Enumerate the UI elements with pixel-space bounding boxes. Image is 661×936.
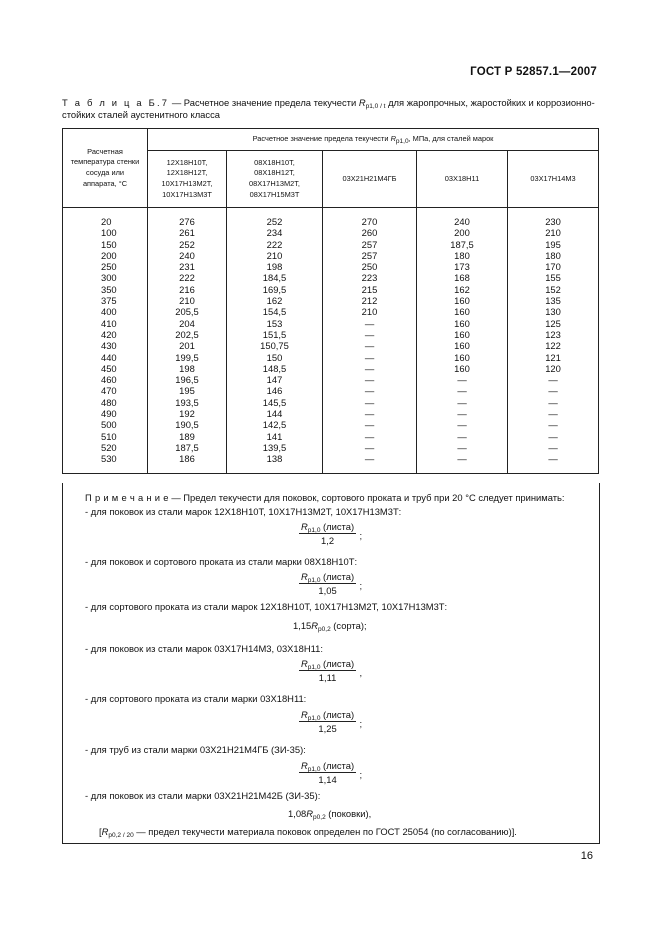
- table-cell: 162: [417, 284, 508, 295]
- table-cell: —: [508, 385, 599, 396]
- table-cell: —: [417, 419, 508, 430]
- table-cell: 460: [63, 374, 148, 385]
- table-cell: 196,5: [148, 374, 227, 385]
- table-cell: 138: [227, 453, 323, 464]
- table-cell: 160: [417, 352, 508, 363]
- table-cell: 184,5: [227, 272, 323, 283]
- table-cell: —: [508, 442, 599, 453]
- table-row: [63, 397, 599, 408]
- table-cell: 440: [63, 352, 148, 363]
- table-cell: —: [323, 408, 417, 419]
- table-row: [63, 329, 599, 340]
- table-cell: 173: [417, 261, 508, 272]
- page-number: 16: [580, 850, 593, 862]
- col-header-steel-1: 12Х18Н10Т, 12Х18Н12Т, 10Х17Н13М2Т, 10Х17Н13М3Т: [148, 151, 227, 208]
- table-row: [63, 363, 599, 374]
- col-header-steel-3: 03Х21Н21М4ГБ: [323, 151, 417, 208]
- table-row: [63, 306, 599, 317]
- table-row: [63, 284, 599, 295]
- col-header-steel-4: 03Х18Н11: [417, 151, 508, 208]
- table-row: [63, 419, 599, 430]
- table-cell: 199,5: [148, 352, 227, 363]
- table-cell: 180: [508, 250, 599, 261]
- table-cell: —: [323, 318, 417, 329]
- col-group-header: Расчетное значение предела текучести $R_{p1,0}$, МПа, для сталей марок: [148, 129, 599, 151]
- expression-7: $1,08R_{p0,2}$ (поковки),: [288, 808, 372, 821]
- table-cell: 20: [63, 216, 148, 227]
- table-cell: 135: [508, 295, 599, 306]
- table-cell: 122: [508, 340, 599, 351]
- table-cell: 170: [508, 261, 599, 272]
- table-row: [63, 261, 599, 272]
- table-cell: 168: [417, 272, 508, 283]
- table-cell: 195: [508, 239, 599, 250]
- table-cell: 130: [508, 306, 599, 317]
- formula-6: $R_{p1,0}$ (листа) 1,14 ;: [301, 760, 363, 785]
- table-cell: 152: [508, 284, 599, 295]
- caption-symbol-sub: p1,0 / t: [365, 103, 386, 110]
- table-cell: 193,5: [148, 397, 227, 408]
- table-cell: 146: [227, 385, 323, 396]
- table-row: [63, 216, 599, 227]
- table-cell: 121: [508, 352, 599, 363]
- table-cell: 154,5: [227, 306, 323, 317]
- note-item-1: - для поковок из стали марок 12Х18Н10Т, 10Х17Н13М2Т, 10Х17Н13М3Т:: [85, 506, 402, 517]
- expression-3: $1,15R_{p0,2}$ (сорта);: [293, 620, 367, 633]
- col-header-steel-5: 03Х17Н14М3: [508, 151, 599, 208]
- table-cell: 300: [63, 272, 148, 283]
- note-item-3: - для сортового проката из стали марок 12Х18Н10Т, 10Х17Н13М2Т, 10Х17Н13М3Т:: [85, 601, 448, 612]
- table-cell: 450: [63, 363, 148, 374]
- table-cell: —: [323, 363, 417, 374]
- table-cell: —: [323, 419, 417, 430]
- table-cell: 210: [323, 306, 417, 317]
- table-cell: 530: [63, 453, 148, 464]
- table-cell: 142,5: [227, 419, 323, 430]
- table-cell: 195: [148, 385, 227, 396]
- table-cell: 252: [227, 216, 323, 227]
- table-cell: —: [417, 397, 508, 408]
- table-cell: 270: [323, 216, 417, 227]
- table-cell: 187,5: [148, 442, 227, 453]
- table-row: [63, 318, 599, 329]
- note-closing: [$R_{p0,2 / 20}$ — предел текучести материала поковок определен по ГОСТ 25054 (по согласованию)].: [99, 826, 517, 839]
- table-caption: [62, 97, 607, 121]
- formula-2: $R_{p1,0}$ (листа) 1,05 ;: [301, 571, 363, 596]
- table-cell: 510: [63, 431, 148, 442]
- formula-4: $R_{p1,0}$ (листа) 1,11 ,: [301, 658, 363, 683]
- table-cell: 160: [417, 329, 508, 340]
- table-cell: 204: [148, 318, 227, 329]
- table-cell: 153: [227, 318, 323, 329]
- table-cell: 260: [323, 227, 417, 238]
- table-cell: 216: [148, 284, 227, 295]
- table-cell: —: [323, 340, 417, 351]
- table-cell: 160: [417, 363, 508, 374]
- table-cell: 145,5: [227, 397, 323, 408]
- table-cell: 350: [63, 284, 148, 295]
- table-row: [63, 340, 599, 351]
- table-cell: 125: [508, 318, 599, 329]
- table-row: [63, 227, 599, 238]
- table-cell: 151,5: [227, 329, 323, 340]
- table-row: [63, 442, 599, 453]
- table-cell: 160: [417, 340, 508, 351]
- table-cell: 169,5: [227, 284, 323, 295]
- table-row: [63, 352, 599, 363]
- table-cell: —: [417, 408, 508, 419]
- table-cell: 141: [227, 431, 323, 442]
- table-cell: 139,5: [227, 442, 323, 453]
- table-cell: 410: [63, 318, 148, 329]
- table-cell: —: [417, 374, 508, 385]
- table-row: [63, 453, 599, 464]
- caption-symbol: R: [358, 97, 366, 108]
- note-item-2: - для поковок и сортового проката из стали марки 08Х18Н10Т:: [85, 556, 358, 567]
- table-cell: 144: [227, 408, 323, 419]
- table-cell: 210: [227, 250, 323, 261]
- table-cell: —: [508, 453, 599, 464]
- table-cell: 201: [148, 340, 227, 351]
- table-cell: —: [508, 419, 599, 430]
- table-cell: 375: [63, 295, 148, 306]
- table-cell: —: [323, 329, 417, 340]
- table-cell: 250: [63, 261, 148, 272]
- table-row: [63, 250, 599, 261]
- table-cell: 150,75: [227, 340, 323, 351]
- table-cell: 257: [323, 250, 417, 261]
- table-cell: 160: [417, 295, 508, 306]
- yield-strength-table: [62, 128, 599, 474]
- table-cell: 223: [323, 272, 417, 283]
- table-cell: 190,5: [148, 419, 227, 430]
- table-cell: 186: [148, 453, 227, 464]
- col-header-steel-2: 08Х18Н10Т, 08Х18Н12Т, 08Х17Н13М2Т, 08Х17Н15М3Т: [227, 151, 323, 208]
- table-cell: —: [417, 453, 508, 464]
- table-cell: 160: [417, 306, 508, 317]
- table-cell: 210: [508, 227, 599, 238]
- table-cell: 252: [148, 239, 227, 250]
- table-cell: —: [323, 453, 417, 464]
- table-cell: 202,5: [148, 329, 227, 340]
- table-cell: 470: [63, 385, 148, 396]
- table-cell: 123: [508, 329, 599, 340]
- table-cell: 155: [508, 272, 599, 283]
- table-cell: 400: [63, 306, 148, 317]
- table-cell: 100: [63, 227, 148, 238]
- table-cell: 180: [417, 250, 508, 261]
- formula-1: $R_{p1,0}$ (листа) 1,2 ;: [301, 521, 363, 546]
- table-cell: 150: [227, 352, 323, 363]
- table-row: [63, 272, 599, 283]
- col-header-temperature: Расчетная температура стенки сосуда или аппарата, °С: [63, 129, 148, 208]
- table-cell: 150: [63, 239, 148, 250]
- table-cell: 120: [508, 363, 599, 374]
- table-cell: —: [508, 431, 599, 442]
- table-cell: 500: [63, 419, 148, 430]
- table-cell: 490: [63, 408, 148, 419]
- table-cell: 215: [323, 284, 417, 295]
- table-cell: 200: [63, 250, 148, 261]
- table-cell: 212: [323, 295, 417, 306]
- table-cell: —: [323, 352, 417, 363]
- table-row: [63, 385, 599, 396]
- table-cell: 231: [148, 261, 227, 272]
- table-cell: —: [323, 431, 417, 442]
- table-cell: 240: [148, 250, 227, 261]
- note-item-4: - для поковок из стали марок 03Х17Н14М3, 03Х18Н11:: [85, 643, 323, 654]
- table-cell: 222: [148, 272, 227, 283]
- table-cell: 198: [227, 261, 323, 272]
- table-cell: —: [508, 408, 599, 419]
- table-cell: 198: [148, 363, 227, 374]
- note-item-5: - для сортового проката из стали марки 03Х18Н11:: [85, 693, 307, 704]
- table-cell: 240: [417, 216, 508, 227]
- table-cell: 162: [227, 295, 323, 306]
- table-cell: 147: [227, 374, 323, 385]
- table-cell: 160: [417, 318, 508, 329]
- note-item-6: - для труб из стали марки 03Х21Н21М4ГБ (ЗИ-35):: [85, 744, 306, 755]
- caption-text-rest: для жаропрочных, жаростойких и коррозионно-: [385, 97, 595, 108]
- table-cell: —: [417, 385, 508, 396]
- table-cell: —: [508, 374, 599, 385]
- table-cell: —: [323, 442, 417, 453]
- table-cell: 261: [148, 227, 227, 238]
- table-cell: 420: [63, 329, 148, 340]
- table-cell: —: [508, 397, 599, 408]
- table-row: [63, 239, 599, 250]
- spacer-row: [63, 208, 599, 217]
- caption-text: — Расчетное значение предела текучести: [169, 97, 359, 108]
- table-row: [63, 431, 599, 442]
- note-block: [62, 483, 600, 844]
- table-cell: —: [417, 442, 508, 453]
- table-cell: 210: [148, 295, 227, 306]
- table-cell: 192: [148, 408, 227, 419]
- spacer-row: [63, 465, 599, 474]
- table-cell: 205,5: [148, 306, 227, 317]
- caption-line-2: стойких сталей аустенитного класса: [62, 109, 220, 120]
- note-intro: П р и м е ч а н и е — Предел текучести для поковок, сортового проката и труб при 20 °С следует принимать:: [85, 492, 565, 503]
- table-cell: 189: [148, 431, 227, 442]
- table-cell: 480: [63, 397, 148, 408]
- table-cell: —: [417, 431, 508, 442]
- table-cell: 200: [417, 227, 508, 238]
- table-row: [63, 408, 599, 419]
- table-cell: 250: [323, 261, 417, 272]
- note-item-7: - для поковок из стали марки 03Х21Н21М42Б (ЗИ-35):: [85, 790, 321, 801]
- table-cell: 430: [63, 340, 148, 351]
- table-cell: —: [323, 397, 417, 408]
- table-cell: 257: [323, 239, 417, 250]
- table-cell: 222: [227, 239, 323, 250]
- table-cell: —: [323, 385, 417, 396]
- table-cell: 187,5: [417, 239, 508, 250]
- table-cell: 234: [227, 227, 323, 238]
- table-cell: 520: [63, 442, 148, 453]
- table-row: [63, 295, 599, 306]
- table-cell: —: [323, 374, 417, 385]
- table-cell: 230: [508, 216, 599, 227]
- table-row: [63, 374, 599, 385]
- document-id: ГОСТ Р 52857.1—2007: [470, 66, 597, 78]
- formula-5: $R_{p1,0}$ (листа) 1,25 ;: [301, 709, 363, 734]
- table-cell: 276: [148, 216, 227, 227]
- caption-lead: Т а б л и ц а Б.7: [62, 97, 170, 108]
- table-cell: 148,5: [227, 363, 323, 374]
